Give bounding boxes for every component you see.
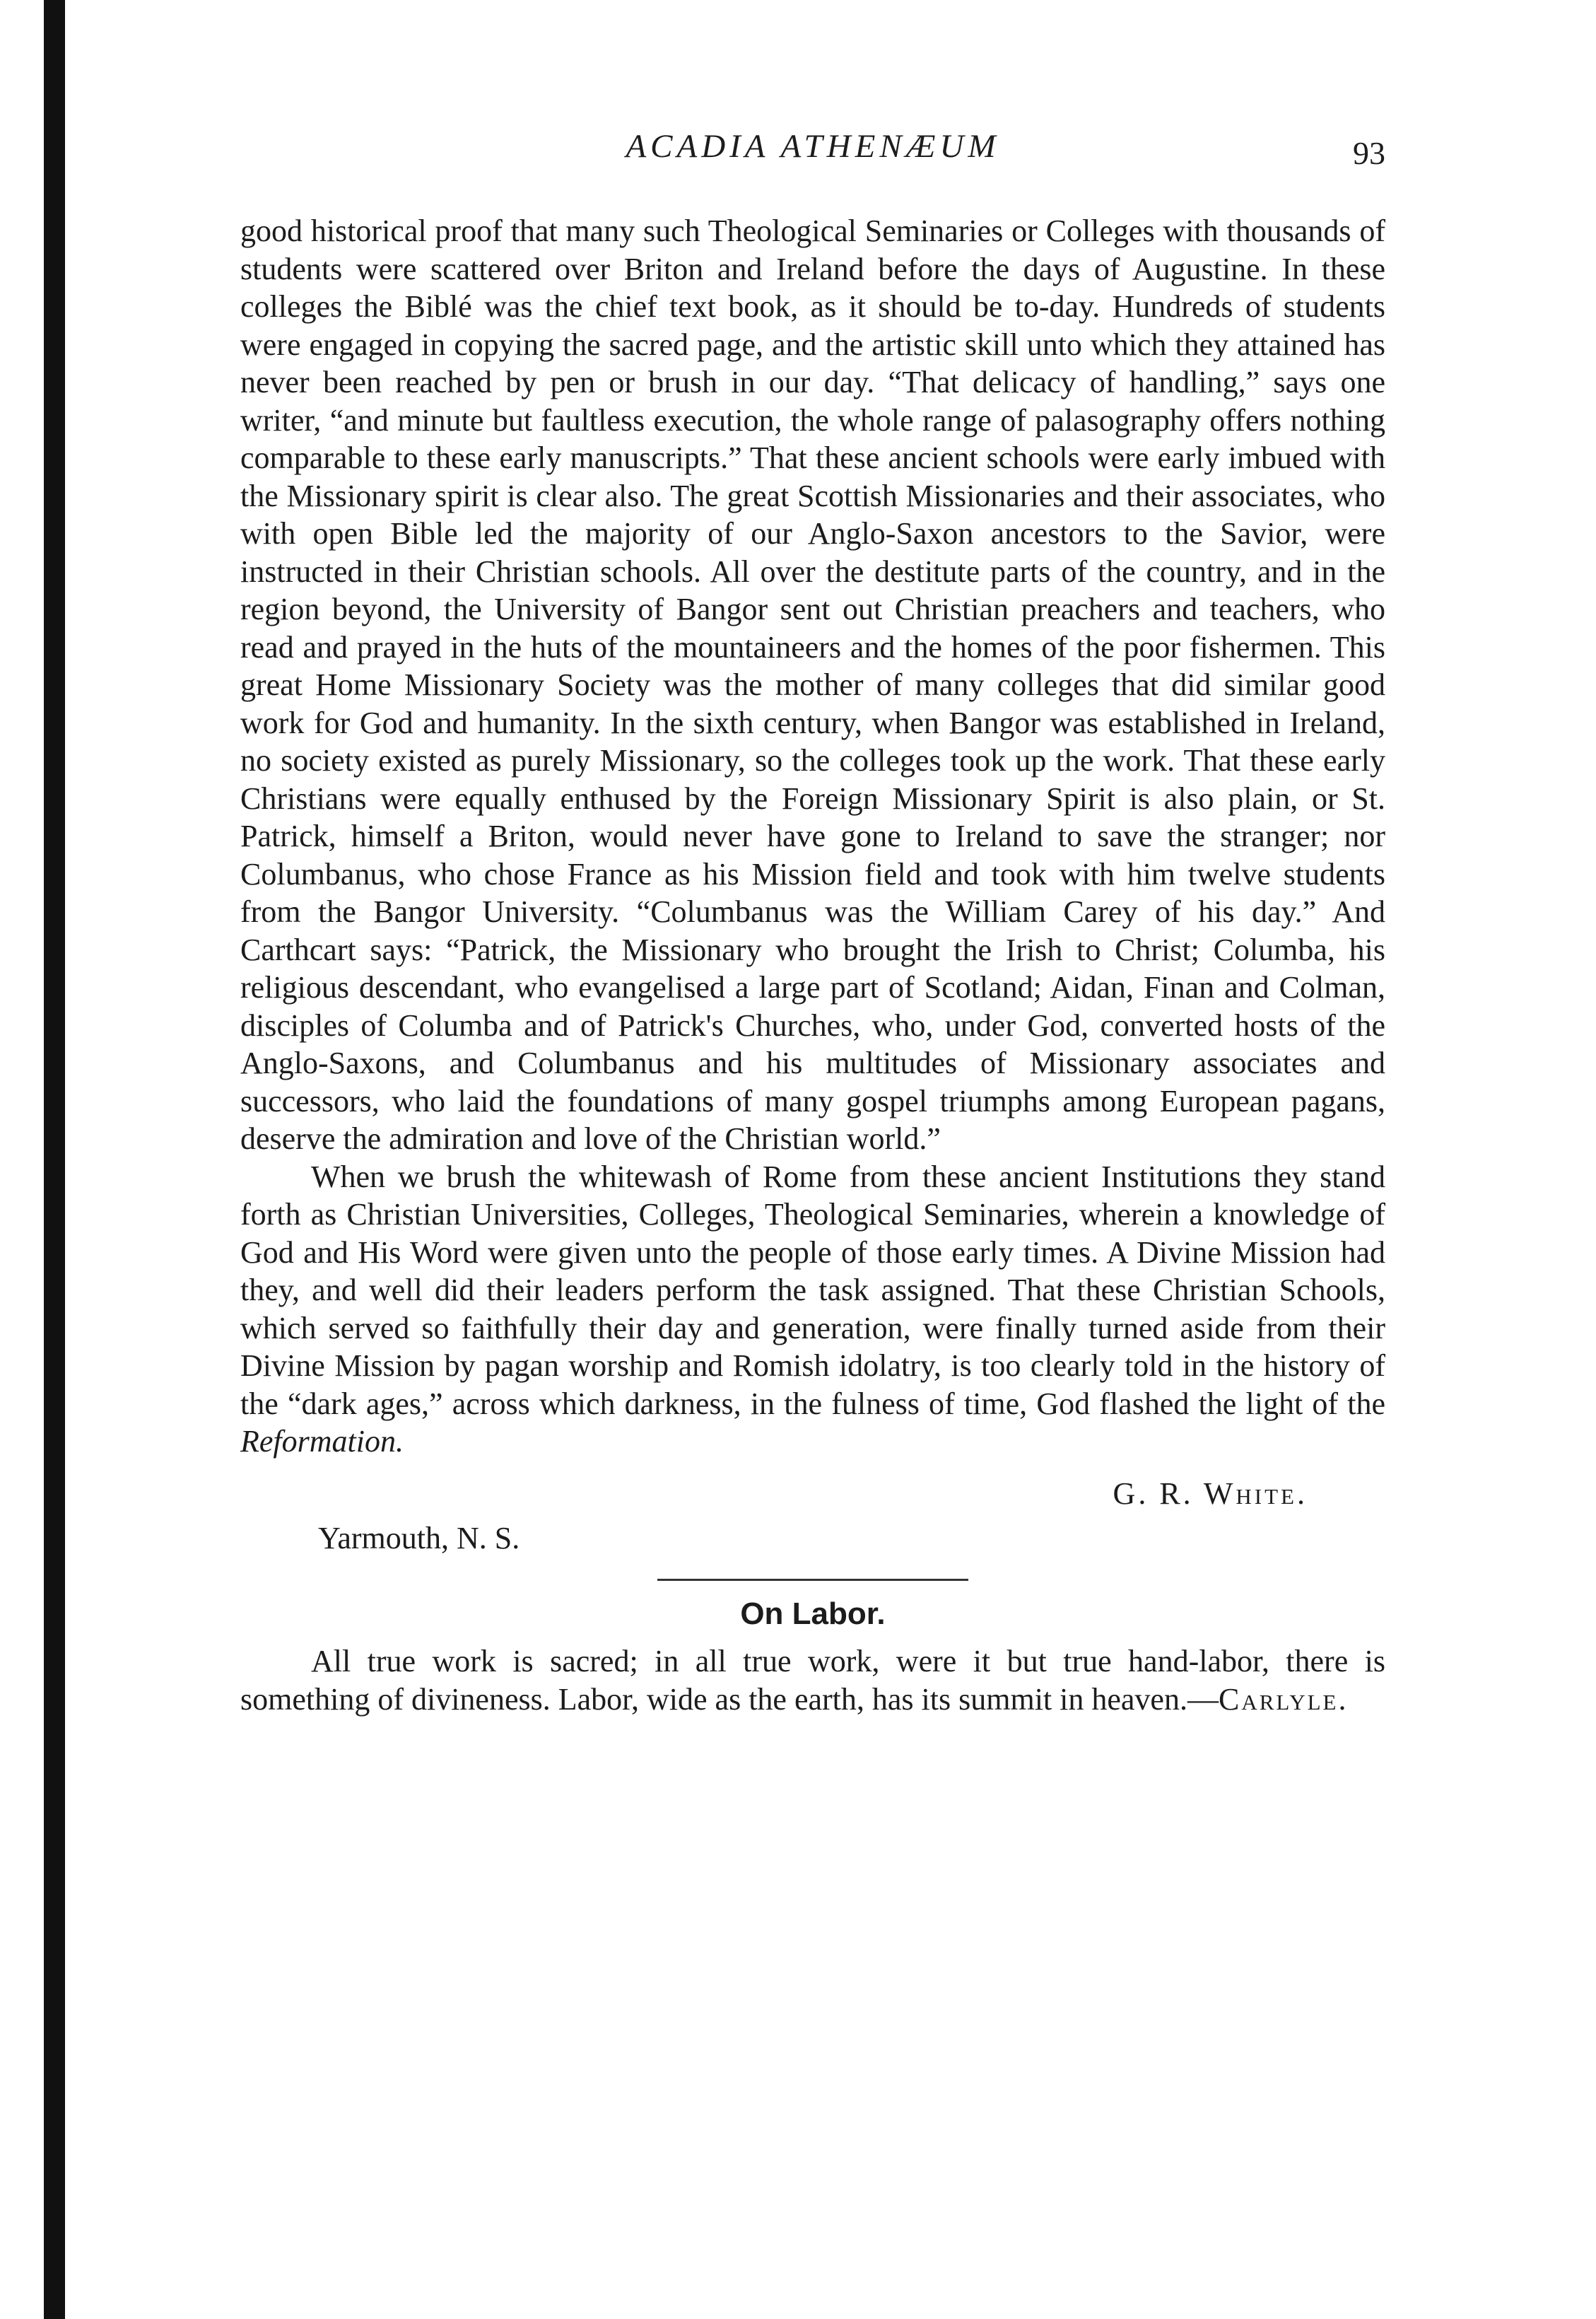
section-text: All true work is sacred; in all true work, were it but true hand-labor, there is something of divineness. Labor, wide as the earth, has its summit in heaven.— (240, 1644, 1385, 1717)
section-divider (657, 1579, 968, 1581)
running-head (240, 127, 1385, 177)
section-attribution: Carlyle. (1218, 1681, 1349, 1717)
page (240, 0, 1385, 2319)
scan-edge-bar (44, 0, 65, 2319)
running-title: ACADIA ATHENÆUM (626, 128, 1000, 165)
reformation-word: Reformation. (240, 1424, 404, 1459)
page-number: 93 (1353, 135, 1385, 171)
article-paragraph-1: good historical proof that many such Theological Seminaries or Colleges with thousands of students were scattered over Briton and Ireland before the days of Augustine. In these colleges the Biblé was the chief text book, as it should be to-day. Hundreds of students were engaged in copying the sacred page, and the artistic skill unto which they attained has never been reached by pen or brush in our day. “That delicacy of handling,” says one writer, “and minute but faultless execution, the whole range of palasography offers nothing comparable to these early manuscripts.” That these ancient schools were early imbued with the Missionary spirit is clear also. The great Scottish Missionaries and their associates, who with open Bible led the majority of our Anglo-Saxon ancestors to the Savior, were instructed in their Christian schools. All over the destitute parts of the country, and in the region beyond, the University of Bangor sent out Christian preachers and teachers, who read and prayed in the huts of the mountaineers and the homes of the poor fishermen. This great Home Missionary Society was the mother of many colleges that did similar good work for God and humanity. In the sixth century, when Bangor was established in Ireland, no society existed as purely Missionary, so the colleges took up the work. That these early Christians were equally enthused by the Foreign Missionary Spirit is also plain, or St. Patrick, himself a Briton, would never have gone to Ireland to save the stranger; nor Columbanus, who chose France as his Mission field and took with him twelve students from the Bangor University. “Columbanus was the William Carey of his day.” And Carthcart says: “Patrick, the Missionary who brought the Irish to Christ; Columba, his religious descendant, who evangelised a large part of Scotland; Aidan, Finan and Colman, disciples of Columba and of Patrick's Churches, who, under God, converted hosts of the Anglo-Saxons, and Columbanus and his multitudes of Missionary associates and successors, who laid the foundations of many gospel triumphs among European pagans, deserve the admiration and love of the Christian world.” (240, 214, 1385, 1156)
author-signature: G. R. White. (1113, 1476, 1308, 1511)
article-paragraph-2-text: When we brush the whitewash of Rome from these ancient Institutions they stand forth as Christian Universities, Colleges, Theological Seminaries, wherein a knowledge of God and His Word were given unto the people of those early times. A Divine Mission had they, and well did their leaders perform the task assigned. That these Christian Schools, which served so faithfully their day and generation, were finally turned aside from their Divine Mission by pagan worship and Romish idolatry, is too clearly told in the history of the “dark ages,” across which darkness, in the fulness of time, God flashed the light of the (240, 1159, 1385, 1421)
article-place: Yarmouth, N. S. (318, 1521, 520, 1555)
section-title: On Labor. (740, 1596, 886, 1631)
article-paragraph-2 (240, 1158, 1385, 1461)
article-body (240, 212, 1385, 1718)
section-paragraph (240, 1642, 1385, 1718)
